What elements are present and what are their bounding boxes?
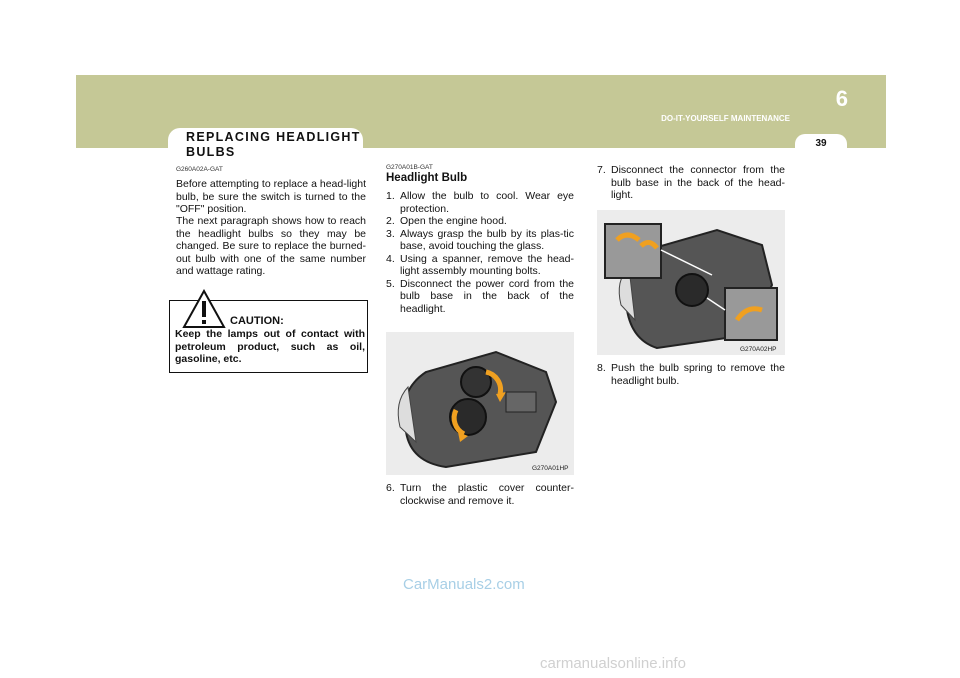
- intro-paragraph: Before attempting to replace a head-light bulb, be sure the switch is turned to the "OFF" position.: [176, 178, 366, 215]
- step-number: 4.: [386, 252, 395, 265]
- steps-list: [386, 190, 574, 315]
- step-number: 6.: [386, 482, 395, 494]
- figure-1-label: G270A01HP: [532, 465, 569, 472]
- watermark-carmanualsonline[interactable]: carmanualsonline.info: [540, 655, 686, 672]
- step-item: [597, 164, 785, 202]
- step-7: [597, 164, 785, 202]
- step-6: [386, 482, 574, 507]
- step-text: Disconnect the connector from the bulb base in the back of the head-light.: [611, 164, 785, 201]
- step-item: [386, 482, 574, 507]
- step-text: Using a spanner, remove the head-light assembly mounting bolts.: [400, 252, 574, 277]
- step-text: Push the bulb spring to remove the headlight bulb.: [611, 362, 785, 387]
- step-text: Always grasp the bulb by its plas-tic base, avoid touching the glass.: [400, 227, 574, 252]
- step-text: Allow the bulb to cool. Wear eye protection.: [400, 190, 574, 215]
- step-item: [386, 278, 574, 316]
- section-code: G260A02A-GAT: [176, 166, 223, 173]
- headlight-rear-illustration: [386, 332, 574, 475]
- section-title: REPLACING HEADLIGHT BULBS: [186, 130, 361, 159]
- step-number: 5.: [386, 277, 395, 290]
- step-8: [597, 362, 785, 387]
- caution-label: CAUTION:: [230, 315, 284, 327]
- step-item: [386, 228, 574, 253]
- headlight-figure-2: [597, 210, 785, 355]
- step-text: Turn the plastic cover counter-clockwise and remove it.: [400, 482, 574, 507]
- step-number: 8.: [597, 362, 606, 374]
- step-item: [597, 362, 785, 387]
- step-number: 3.: [386, 227, 395, 240]
- caution-text: Keep the lamps out of contact with petroleum product, such as oil, gasoline, etc.: [175, 328, 365, 365]
- headlight-figure-1: [386, 332, 574, 475]
- step-number: 7.: [597, 164, 606, 176]
- page-number: 39: [815, 138, 827, 149]
- connector-illustration: [597, 210, 785, 355]
- step-text: Open the engine hood.: [400, 215, 507, 227]
- watermark-carmanuals2[interactable]: CarManuals2.com: [403, 576, 525, 593]
- step-item: [386, 215, 574, 228]
- intro-paragraph-2: The next paragraph shows how to reach the headlight bulbs so they may be changed. Be sure to replace the burned-out bulb with one of the same number and wattage rating.: [176, 215, 366, 277]
- step-text: Disconnect the power cord from the bulb base in the back of the headlight.: [400, 277, 574, 315]
- chapter-number: 6: [835, 86, 848, 111]
- chapter-title: DO-IT-YOURSELF MAINTENANCE: [661, 114, 790, 123]
- step-item: [386, 190, 574, 215]
- step-number: 2.: [386, 215, 395, 227]
- headlight-heading: Headlight Bulb: [386, 172, 468, 184]
- headlight-code: G270A01B-GAT: [386, 164, 433, 171]
- warning-icon: [182, 289, 226, 329]
- step-item: [386, 253, 574, 278]
- figure-2-label: G270A02HP: [740, 346, 777, 353]
- step-number: 1.: [386, 190, 395, 202]
